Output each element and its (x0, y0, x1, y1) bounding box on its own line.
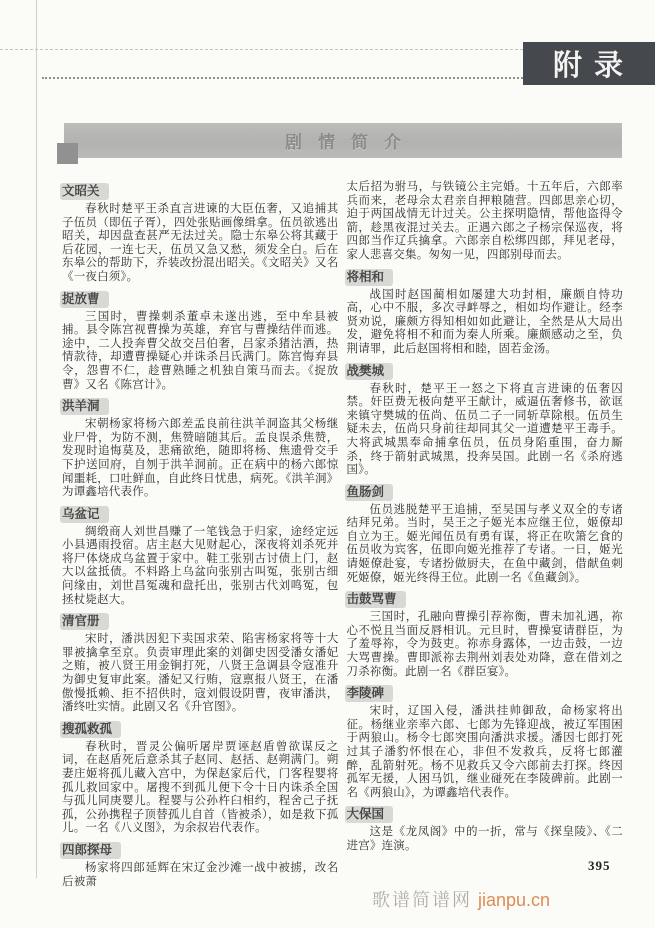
section-body: 战国时赵国蔺相如屡建大功封相，廉颇自恃功高，心中不服，多次寻衅辱之，相如均作避让。经李贤劝说，廉颇方得知相如如此避让，全然是从大局出发，避免将相不和而为秦人所乘。廉颇感动之至，负荆请罪，此后赵国将相和睦，固若金汤。 (346, 288, 623, 355)
section-jiangxianghe (347, 269, 624, 357)
section-lilingbei (347, 685, 624, 800)
section-body: 三国时，曹操刺杀董卓未遂出逃，至中牟县被捕。县令陈宫视曹操为英雄，弃官与曹操结伴而逃。途中，二人投奔曹父故交吕伯奢，吕家杀猪沽酒，热情款待，却遭曹操疑心并诛杀吕氏满门。陈宫悔弃县令，怨曹不仁，趁曹熟睡之机独自策马而去。《捉放曹》又名《陈宫计》。 (62, 310, 339, 391)
section-body: 绸缎商人刘世昌赚了一笔钱急于归家，途经定远小县遇雨投宿。店主赵大见财起心，深夜将刘杀死并将尸体烧成乌盆置于家中。鞋工张别古讨债上门，赵大以盆抵债。不料路上乌盆向张别古叫冤，张别古细问缘由，刘世昌冤魂和盘托出，张别古代刘鸣冤，包拯杖毙赵大。 (62, 525, 339, 606)
watermark (372, 886, 550, 912)
section-yuchangjian (347, 484, 624, 586)
section-qingguance (62, 613, 339, 715)
banner-title: 剧情简介 (285, 133, 417, 152)
section-zhuofangcao (62, 291, 339, 393)
section-body: 宋时，潘洪因犯下卖国求荣、陷害杨家将等十大罪被擒拿至京。负责审理此案的刘御史因受潘女潘妃之贿，被八贤王用金锏打死，八贤王急调县令寇准升为御史复审此案。潘妃又行贿，寇禀报八贤王，在潘傲慢抵赖、拒不招供时，寇刘假设阴曹，夜审潘洪，潘终吐实情。此剧又名《升官图》。 (62, 633, 339, 714)
section-wupenji (62, 506, 339, 608)
section-jigumacao (347, 591, 624, 679)
section-body: 宋时，辽国入侵，潘洪挂帅御敌，命杨家将出征。杨继业亲率六郎、七郎为先锋迎战，被辽军围困于两狼山。杨令七郎突围向潘洪求援。潘因七郎打死过其子潘豹怀恨在心，非但不发救兵，反将七郎灌醉，乱箭射死。杨不见救兵又令六郎前去打探。终因孤军无援，人困马饥，继业碰死在李陵碑前。此剧一名《两狼山》，为谭鑫培代表作。 (346, 705, 623, 799)
section-body: 伍员逃脱楚平王追捕，至吴国与孝义双全的专诸结拜兄弟。当时，吴王之子姬光本应继王位，姬僚却自立为王。姬光闻伍员有勇有谋，将正在吹箫乞食的伍员收为宾客，伍即向姬光推荐了专诸。一日，姬光请姬僚赴宴，专诸扮做厨夫，在鱼中藏剑，借献鱼刺死姬僚，姬光终得王位。此剧一名《鱼藏剑》。 (346, 503, 623, 584)
appendix-corner-tab (523, 42, 655, 85)
dotted-rule-top (0, 49, 528, 50)
section-heading: 击鼓骂曹 (345, 591, 406, 608)
section-heading: 文昭关 (60, 183, 109, 200)
section-heading: 战樊城 (345, 363, 394, 380)
section-dabaoguo (347, 806, 624, 853)
left-column (62, 181, 339, 890)
section-body: 春秋时，楚平王一怒之下将直言进谏的伍奢囚禁。奸臣费无极向楚平王献计，威逼伍奢修书，欲诓来镇守樊城的伍尚、伍员二子一同斩草除根。伍员生疑未去，伍尚只身前往却同其父一道遭楚平王毒手。大将武城黑奉命捕拿伍员，伍员身陷重围，奋力厮杀，终于箭射武城黑，投奔吴国。此剧一名《杀府逃国》。 (346, 382, 623, 477)
section-silangtanmu (62, 842, 339, 889)
section-heading: 李陵碑 (345, 685, 394, 702)
section-wenzhaoguan (62, 183, 339, 285)
section-sougujiugu (62, 721, 339, 836)
section-body-continuation: 太后招为驸马，与铁镜公主完婚。十五年后，六郎率兵而来，老母佘太君亲自押粮随营。四郎思亲心切，迫于两国战情无计过关。公主探明隐情，帮他盗得令箭，趁黑夜混过关去。正遇六郎之子杨宗保巡夜，将四郎当作辽兵擒拿。六郎亲自松绑四郎，拜见老母，家人悲喜交集。匆匆一见，四郎别母而去。 (346, 181, 623, 261)
content-area (62, 181, 623, 890)
right-column (347, 181, 624, 890)
section-heading: 搜孤救孤 (60, 721, 121, 738)
banner-corner-square (57, 143, 78, 164)
section-heading: 大保国 (345, 806, 394, 823)
section-heading: 将相和 (345, 269, 394, 286)
section-heading: 捉放曹 (60, 291, 109, 308)
section-heading: 鱼肠剑 (345, 484, 394, 501)
appendix-label: 附录 (552, 50, 635, 82)
watermark-domain: jianpu.cn (478, 890, 551, 910)
section-body: 杨家将四郎延辉在宋辽金沙滩一战中被掳，改名后被萧 (62, 861, 339, 888)
section-banner (64, 123, 622, 158)
section-body: 这是《龙凤阁》中的一折，常与《探皇陵》、《二进宫》连演。 (346, 826, 623, 852)
watermark-site-name: 歌谱简谱网 (372, 890, 472, 910)
section-body: 春秋时，晋灵公偏听屠岸贾诬赵盾曾欲谋反之词，在赵盾死后意杀其子赵同、赵括、赵朔满门。朔妻庄姬将孤儿藏入宫中，为保赵家后代，门客程婴将孤儿救回家中。屠搜不到孤儿便下令十日内诛杀全国与孤儿同庚婴儿。程婴与公孙杵臼相约，程舍己子抚孤，公孙携程子顶替孤儿自首（皆被杀），如是救下孤儿。一名《八义图》，为余叔岩代表作。 (62, 740, 339, 835)
section-heading: 四郎探母 (60, 842, 121, 859)
section-silangtanmu-continued (347, 181, 624, 263)
section-zhanfancheng (347, 363, 624, 478)
section-heading: 洪羊洞 (60, 398, 109, 415)
section-hongyangdong (62, 398, 339, 500)
section-body: 春秋时楚平王杀直言进谏的大臣伍奢，又追捕其子伍员（即伍子胥），四处张贴画像缉拿。伍员欲逃出昭关，却因盘查甚严无法过关。隐士东皋公将其藏于后花园，一连七天，伍员又急又愁，须发全白。后在东皋公的帮助下，乔装改扮混出昭关。《文昭关》又名《一夜白须》。 (62, 203, 339, 283)
scan-edge-line (36, 0, 37, 878)
section-heading: 清官册 (60, 613, 109, 630)
section-body: 三国时，孔融向曹操引荐祢衡，曹未加礼遇，祢心不悦且当面反唇相讥。元旦时，曹操宴请群臣，为了羞辱祢，令为鼓吏。祢赤身露体，一边击鼓，一边大骂曹操。曹即派祢去荆州刘表处劝降，意在借刘之刀杀祢衡。此剧一名《群臣宴》。 (346, 611, 623, 678)
section-heading: 乌盆记 (60, 506, 109, 523)
page-number: 395 (588, 858, 611, 873)
section-body: 宋朝杨家将杨六郎差孟良前往洪羊洞盗其父杨继业尸骨，为防不测，焦赞暗随其后。孟良误杀焦赞，发现时追悔莫及，悲痛欲绝，随即将杨、焦遗骨交手下护送回府，自刎于洪羊洞前。正在病中的杨六郎惊闻噩耗，口吐鲜血，自此终日忧患，病死。《洪羊洞》为谭鑫培代表作。 (62, 418, 339, 499)
